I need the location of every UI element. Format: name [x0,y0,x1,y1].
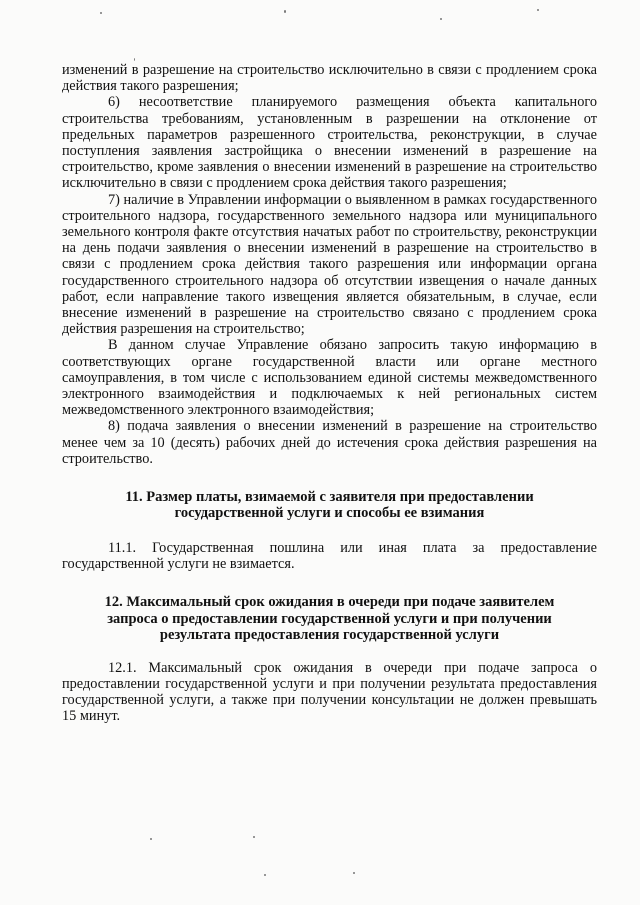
paragraph-continuation: изменений в разрешение на строительство исключительно в связи с продлением срока действия такого разрешения; [62,62,597,95]
section-11-heading-line2: государственной услуги и способы ее взимания [174,505,485,522]
scan-speck [253,836,255,838]
scan-speck [100,12,102,14]
scan-speck [353,872,355,874]
section-11-paragraph: 11.1. Государственная пошлина или иная плата за предоставление государственной услуги не взимается. [62,539,597,573]
list-item-7-note: В данном случае Управление обязано запросить такую информацию в соответствующих органе государственной власти или органе местного самоуправления, в том числе с использованием единой системы межведомственного электронного взаимодействия и подключаемых к ней региональных систем межведомственного электронного взаимодействия; [62,337,597,419]
scan-speck [134,58,135,61]
section-11-heading [62,489,597,522]
list-item-8: 8) подача заявления о внесении изменений в разрешение на строительство менее чем за 10 (десять) рабочих дней до истечения срока действия разрешения на строительство. [62,418,597,467]
section-12-heading-line1: 12. Максимальный срок ожидания в очереди при подаче заявителем [104,594,555,611]
section-12-heading-line2: запроса о предоставлении государственной услуги и при получении [107,610,552,627]
section-12-heading-line3: результата предоставления государственной услуги [159,627,500,644]
list-item-7: 7) наличие в Управлении информации о выявленном в рамках государственного строительного надзора, государственного земельного надзора или муниципального земельного контроля факте отсутствия начатых работ по строительству, реконструкции на день подачи заявления о внесении изменений в разрешение на строительство в связи с продлением срока действия такого разрешения или информации органа государственного строительного надзора об отсутствии извещения о начале данных работ, если направление такого извещения является обязательным, в случае, если внесение изменений в разрешение на строительство связано с продлением срока действия разрешения на строительство; [62,191,597,338]
scan-speck [264,874,266,876]
section-11-heading-line1: 11. Размер платы, взимаемой с заявителя при предоставлении [125,489,534,506]
scan-speck [150,838,152,840]
scan-speck [537,9,539,11]
list-item-6: 6) несоответствие планируемого размещения объекта капитального строительства требованиям, установленным в разрешении на отклонение от предельных параметров разрешенного строительства, реконструкции, в случае поступления заявления застройщика о внесении изменений в разрешение на строительство, кроме заявления о внесении изменений в разрешение на строительство исключительно в связи с продлением срока действия такого разрешения; [62,94,597,192]
section-12-paragraph: 12.1. Максимальный срок ожидания в очереди при подаче запроса о предоставлении государственной услуги и при получении результата предоставления государственной услуги, а также при получении консультации не должен превышать 15 минут. [62,659,597,725]
document-page [62,62,597,724]
section-12-heading [62,594,597,643]
scan-speck [440,18,442,20]
scan-speck [284,10,286,13]
